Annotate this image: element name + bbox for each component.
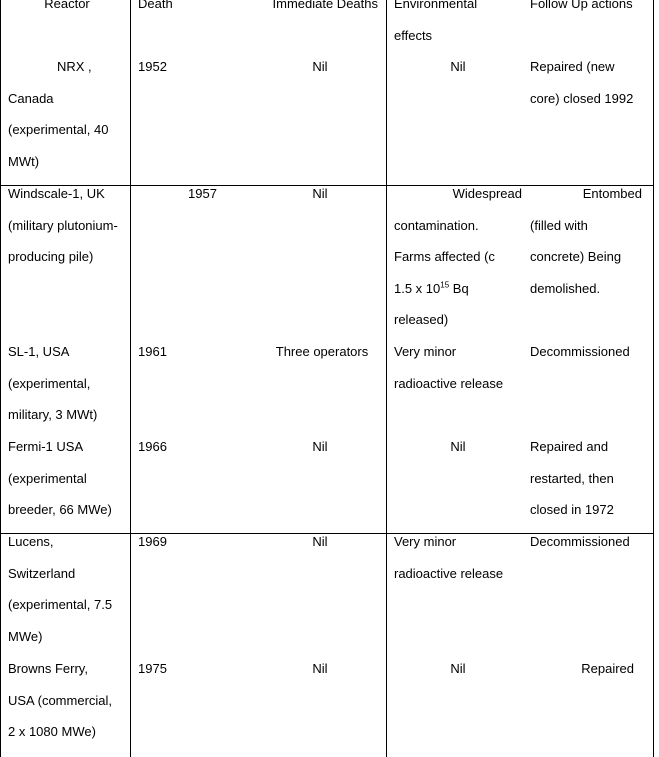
reactor-line: MWe) (8, 628, 43, 644)
table-right-border (653, 0, 654, 757)
deaths-cell: Nil (312, 59, 328, 74)
env-line: Widespread (452, 186, 522, 201)
env-cell: Nil (450, 661, 466, 676)
reactor-line: SL-1, USA (8, 344, 70, 359)
reactor-line: MWt) (8, 153, 40, 169)
env-line: Very minor (394, 344, 457, 359)
header-env-line2: effects (394, 27, 433, 43)
env-cell (394, 526, 522, 589)
deaths-cell: Nil (312, 534, 328, 549)
header-reactor: Reactor (44, 0, 90, 11)
reactor-cell (8, 653, 126, 748)
header-env-line1: Environmental (394, 0, 478, 11)
action-line: concrete) Being (530, 249, 622, 265)
reactor-line: (experimental, (8, 375, 91, 391)
env-line: released) (394, 312, 449, 328)
deaths-cell: Nil (312, 661, 328, 676)
reactor-line: military, 3 MWt) (8, 407, 98, 423)
column-divider-3 (386, 0, 387, 757)
env-line: radioactive release (394, 375, 504, 391)
env-line: Farms affected (c (394, 249, 495, 265)
reactor-cell (8, 336, 126, 431)
header-follow-up-actions: Follow Up actions (530, 0, 633, 11)
deaths-cell: Nil (312, 439, 328, 454)
action-cell (530, 431, 648, 526)
reactor-line: Windscale-1, UK (8, 186, 105, 201)
reactor-line: producing pile) (8, 249, 94, 265)
env-line: contamination. (394, 217, 479, 233)
action-cell: Repaired (581, 661, 634, 676)
action-cell (530, 178, 648, 304)
action-line: Repaired and (530, 439, 609, 454)
reactor-line: 2 x 1080 MWe) (8, 724, 96, 740)
table-left-border (0, 0, 1, 757)
reactor-line: (experimental, 40 (8, 122, 109, 138)
reactor-line: Fermi-1 USA (8, 439, 84, 454)
action-cell (530, 51, 648, 114)
reactor-line: NRX , (57, 59, 92, 74)
year-cell: 1975 (138, 661, 167, 676)
env-exponent: 15 (440, 280, 450, 290)
action-cell: Decommissioned (530, 344, 630, 359)
deaths-cell: Three operators (275, 344, 369, 359)
reactor-line: Lucens, (8, 534, 54, 549)
reactor-cell (8, 526, 126, 652)
year-cell: 1952 (138, 59, 167, 74)
action-line: demolished. (530, 280, 601, 296)
env-cell: Nil (450, 439, 466, 454)
reactor-line: (military plutonium- (8, 217, 118, 233)
year-cell: 1966 (138, 439, 167, 454)
env-line: Very minor (394, 534, 457, 549)
action-line: Repaired (new (530, 59, 615, 74)
header-environmental-effects (394, 0, 522, 51)
reactor-line: (experimental (8, 470, 87, 486)
reactor-cell (8, 178, 126, 273)
action-line: (filled with (530, 217, 588, 233)
action-line: core) closed 1992 (530, 90, 634, 106)
reactor-line: breeder, 66 MWe) (8, 502, 112, 518)
action-cell: Decommissioned (530, 534, 630, 549)
env-cell: Nil (450, 59, 466, 74)
reactor-line: USA (commercial, (8, 692, 113, 708)
env-line: radioactive release (394, 565, 504, 581)
reactor-cell (8, 431, 126, 526)
header-immediate-deaths: Immediate Deaths (272, 0, 378, 11)
env-text: Bq (449, 280, 469, 296)
column-divider-1 (130, 0, 131, 757)
year-cell: 1957 (188, 186, 217, 201)
env-cell (394, 178, 522, 336)
action-line: Entombed (582, 186, 642, 201)
year-cell: 1961 (138, 344, 167, 359)
reactor-line: Canada (8, 90, 54, 106)
action-line: closed in 1972 (530, 502, 614, 518)
reactor-cell (8, 51, 126, 177)
env-line-with-superscript (394, 273, 522, 305)
reactor-line: Switzerland (8, 565, 76, 581)
year-cell: 1969 (138, 534, 167, 549)
reactor-line: (experimental, 7.5 (8, 597, 113, 613)
deaths-cell: Nil (312, 186, 328, 201)
env-text: 1.5 x 10 (394, 280, 441, 296)
header-death: Death (138, 0, 173, 11)
env-cell (394, 336, 522, 399)
reactor-line: Browns Ferry, (8, 661, 88, 676)
action-line: restarted, then (530, 470, 614, 486)
